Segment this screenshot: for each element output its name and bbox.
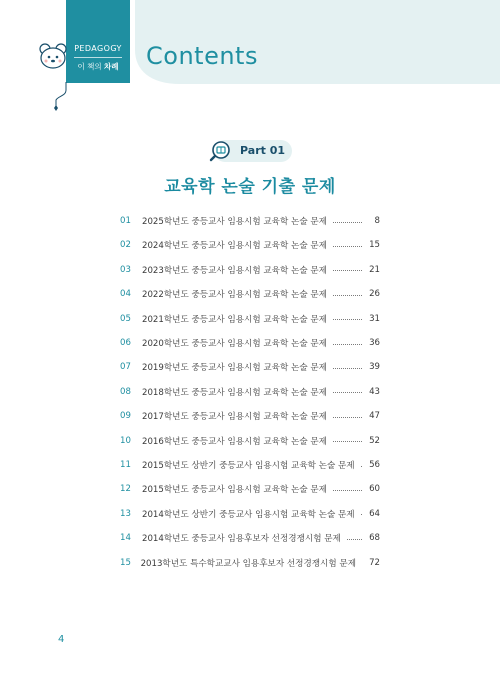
- toc-leader-dots: [333, 246, 362, 247]
- toc-entry-number: 03: [120, 264, 131, 275]
- toc-entry-page: 56: [369, 460, 380, 470]
- section-title: 교육학 논술 기출 문제: [164, 177, 336, 197]
- toc-leader-dots: [333, 270, 362, 271]
- toc-entry[interactable]: [120, 530, 380, 546]
- brand-label: PEDAGOGY: [74, 44, 122, 53]
- toc-entry[interactable]: [120, 262, 380, 278]
- toc-entry[interactable]: [120, 481, 380, 497]
- bear-mascot-icon: [38, 40, 68, 70]
- toc-entry[interactable]: [120, 555, 380, 571]
- toc-entry-number: 02: [120, 240, 131, 251]
- toc-entry-title: 2020학년도 중등교사 임용시험 교육학 논술 문제: [142, 339, 327, 349]
- toc-entry[interactable]: [120, 359, 380, 375]
- toc-entry-title: 2014학년도 중등교사 임용후보자 선정경쟁시험 문제: [142, 534, 341, 545]
- toc-entry-number: 11: [120, 460, 131, 470]
- toc-entry-title: 2017학년도 중등교사 임용시험 교육학 논술 문제: [142, 412, 327, 423]
- toc-entry-number: 05: [120, 313, 131, 324]
- toc-leader-dots: [361, 466, 362, 467]
- toc-leader-dots: [333, 392, 362, 393]
- toc-entry-page: 26: [369, 289, 380, 300]
- toc-leader-dots: [333, 344, 362, 345]
- toc-entry-number: 07: [120, 362, 131, 373]
- toc-entry-title: 2014학년도 상반기 중등교사 임용시험 교육학 논술 문제: [142, 509, 355, 520]
- toc-entry-title: 2015학년도 상반기 중등교사 임용시험 교육학 논술 문제: [142, 461, 355, 471]
- part-label: Part 01: [240, 144, 286, 157]
- toc-entry-title: 2018학년도 중등교사 임용시험 교육학 논술 문제: [142, 387, 327, 398]
- toc-entry-number: 14: [120, 533, 131, 544]
- toc-entry[interactable]: [120, 457, 380, 473]
- toc-entry-page: 36: [369, 338, 380, 348]
- tab-divider: [74, 57, 122, 58]
- toc-entry-title: 2021학년도 중등교사 임용시험 교육학 논술 문제: [142, 314, 327, 325]
- toc-entry-page: 31: [369, 313, 380, 324]
- toc-entry-number: 09: [120, 411, 131, 422]
- toc-entry-number: 04: [120, 289, 131, 300]
- toc-entry-title: 2022학년도 중등교사 임용시험 교육학 논술 문제: [142, 290, 327, 301]
- toc-entry-number: 15: [120, 557, 131, 568]
- toc-entry-number: 10: [120, 435, 131, 446]
- toc-leader-dots: [333, 222, 362, 223]
- page-title: Contents: [146, 42, 258, 70]
- toc-entry-title: 2019학년도 중등교사 임용시험 교육학 논술 문제: [142, 363, 327, 374]
- magnifier-book-icon: [208, 139, 232, 163]
- toc-leader-dots: [347, 539, 362, 540]
- toc-entry-number: 13: [120, 508, 131, 519]
- toc-entry[interactable]: [120, 311, 380, 327]
- toc-entry-title: 2013학년도 특수학교교사 임용후보자 선정경쟁시험 문제: [140, 558, 356, 569]
- toc-entry-title: 2015학년도 중등교사 임용시험 교육학 논술 문제: [142, 485, 327, 496]
- toc-entry-page: 47: [369, 411, 380, 422]
- toc-entry[interactable]: [120, 335, 380, 351]
- toc-entry-number: 08: [120, 386, 131, 397]
- toc-leader-dots: [333, 441, 362, 442]
- toc-leader-dots: [333, 295, 362, 296]
- toc-entry-page: 68: [369, 533, 380, 544]
- toc-entry-title: 2016학년도 중등교사 임용시험 교육학 논술 문제: [142, 436, 327, 447]
- toc-entry[interactable]: [120, 384, 380, 400]
- toc-leader-dots: [333, 417, 362, 418]
- toc-entry[interactable]: [120, 213, 380, 229]
- toc-entry-title: 2025학년도 중등교사 임용시험 교육학 논술 문제: [142, 217, 327, 227]
- toc-entry[interactable]: [120, 433, 380, 449]
- toc-sublabel-bold: 차례: [104, 62, 119, 71]
- toc-leader-dots: [333, 319, 362, 320]
- toc-entry-page: 64: [369, 508, 380, 519]
- toc-entry[interactable]: [120, 408, 380, 424]
- toc-entry[interactable]: [120, 286, 380, 302]
- toc-entry-page: 15: [369, 240, 380, 251]
- toc-entry-number: 12: [120, 484, 131, 495]
- toc-leader-dots: [333, 368, 362, 369]
- toc-entry-number: 06: [120, 338, 131, 348]
- toc-entry[interactable]: [120, 237, 380, 253]
- page-number: 4: [58, 634, 65, 645]
- toc-entry-page: 43: [369, 386, 380, 397]
- toc-entry-page: 8: [374, 216, 380, 226]
- toc-entry-page: 60: [369, 484, 380, 495]
- toc-leader-dots: [333, 490, 362, 491]
- toc-entry-title: 2023학년도 중등교사 임용시험 교육학 논술 문제: [142, 265, 327, 276]
- toc-sublabel: [68, 61, 128, 72]
- toc-leader-dots: [361, 514, 362, 515]
- toc-entry-page: 21: [369, 264, 380, 275]
- toc-entry-page: 52: [369, 435, 380, 446]
- toc-entry[interactable]: [120, 506, 380, 522]
- decorative-hook-icon: [50, 82, 80, 114]
- toc-entry-title: 2024학년도 중등교사 임용시험 교육학 논술 문제: [142, 241, 327, 252]
- toc-entry-page: 72: [369, 557, 380, 568]
- toc-sublabel-prefix: 이 책의: [77, 62, 104, 71]
- toc-entry-page: 39: [369, 362, 380, 373]
- toc-entry-number: 01: [120, 216, 131, 226]
